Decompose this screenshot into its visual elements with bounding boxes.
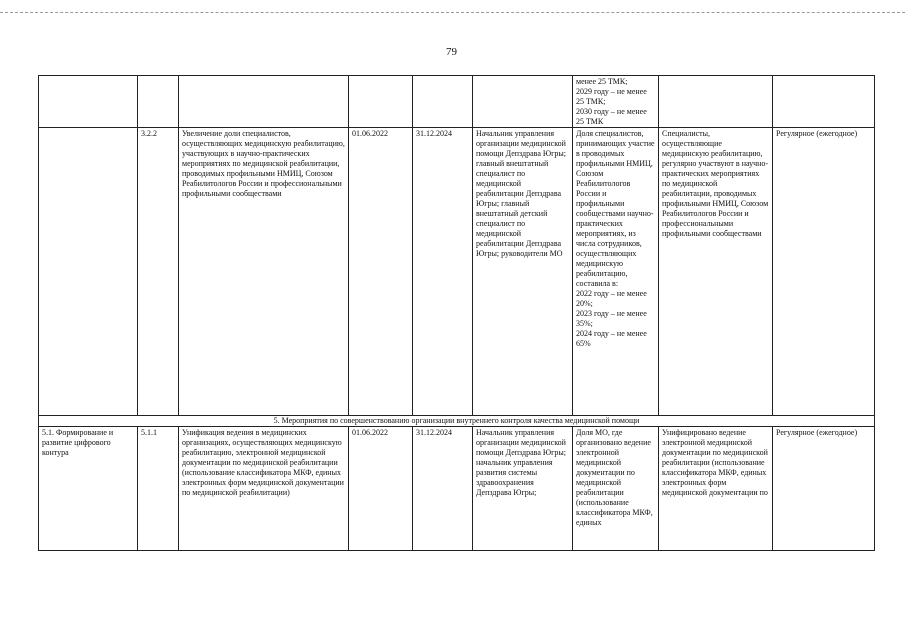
cell-indicator: Доля специалистов, принимающих участие в проводимых профильными НМИЦ, Союзом Реабилитологов России и профильными сообществами научно-практических мероприятиях, из числа сотрудников, осуществляющих медицинскую реабилитацию, составила в: 2022 году – не менее 20%; 2023 году – не менее 35%; 2024 году – не менее 65% <box>573 128 659 416</box>
cell-group-empty <box>39 76 138 128</box>
cell-indicator-continued: менее 25 ТМК; 2029 году – не менее 25 ТМК; 2030 году – не менее 25 ТМК <box>573 76 659 128</box>
table-row-5-1-1 <box>39 427 875 551</box>
cell-end-date: 31.12.2024 <box>413 128 473 416</box>
cell-responsible-empty <box>473 76 573 128</box>
cell-num: 3.2.2 <box>138 128 179 416</box>
scan-top-line <box>0 12 905 13</box>
cell-name-empty <box>179 76 349 128</box>
section-row <box>39 416 875 427</box>
cell-group: 5.1. Формирование и развитие цифрового контура <box>39 427 138 551</box>
table-row-continued <box>39 76 875 128</box>
cell-responsible: Начальник управления организации медицинской помощи Депздрава Югры; главный внештатный специалист по медицинской реабилитации Депздрава Югры; главный внештатный детский специалист по медицинской реабилитации Депздрава Югры; руководители МО <box>473 128 573 416</box>
cell-frequency: Регулярное (ежегодное) <box>773 427 875 551</box>
cell-end-date: 31.12.2024 <box>413 427 473 551</box>
cell-responsible: Начальник управления организации медицинской помощи Депздрава Югры; начальник управления развития системы здравоохранения Депздрава Югры; <box>473 427 573 551</box>
table-row-3-2-2 <box>39 128 875 416</box>
cell-frequency: Регулярное (ежегодное) <box>773 128 875 416</box>
cell-group-empty <box>39 128 138 416</box>
cell-start-empty <box>349 76 413 128</box>
cell-name: Увеличение доли специалистов, осуществляющих медицинскую реабилитацию, участвующих в научно-практических мероприятиях по медицинской реабилитации, проводимых профильными НМИЦ, Союзом Реабилитологов России и профессиональными профильными сообществами <box>179 128 349 416</box>
cell-num: 5.1.1 <box>138 427 179 551</box>
cell-result: Специалисты, осуществляющие медицинскую реабилитацию, регулярно участвуют в научно-практических мероприятиях по медицинской реабилитации, проводимых профильными НМИЦ, Союзом Реабилитологов России и профессиональными профильными сообществами <box>659 128 773 416</box>
cell-end-empty <box>413 76 473 128</box>
section-title: 5. Мероприятия по совершенствованию организации внутреннего контроля качества медицинской помощи <box>39 416 875 427</box>
cell-result: Унифицировано ведение электронной медицинской документации по медицинской реабилитации (использование классификатора МКФ, единых электронных форм медицинской документации по <box>659 427 773 551</box>
cell-indicator: Доля МО, где организовано ведение электронной медицинской документации по медицинской реабилитации (использование классификатора МКФ, единых <box>573 427 659 551</box>
cell-result-empty <box>659 76 773 128</box>
cell-frequency-empty <box>773 76 875 128</box>
cell-name: Унификация ведения в медицинских организациях, осуществляющих медицинскую реабилитацию, электронной медицинской документации по медицинской реабилитации (использование классификатора МКФ, единых электронных форм медицинской документации по медицинской реабилитации) <box>179 427 349 551</box>
cell-start-date: 01.06.2022 <box>349 427 413 551</box>
cell-start-date: 01.06.2022 <box>349 128 413 416</box>
cell-num-empty <box>138 76 179 128</box>
measures-table <box>38 75 875 551</box>
page-number: 79 <box>446 46 457 58</box>
